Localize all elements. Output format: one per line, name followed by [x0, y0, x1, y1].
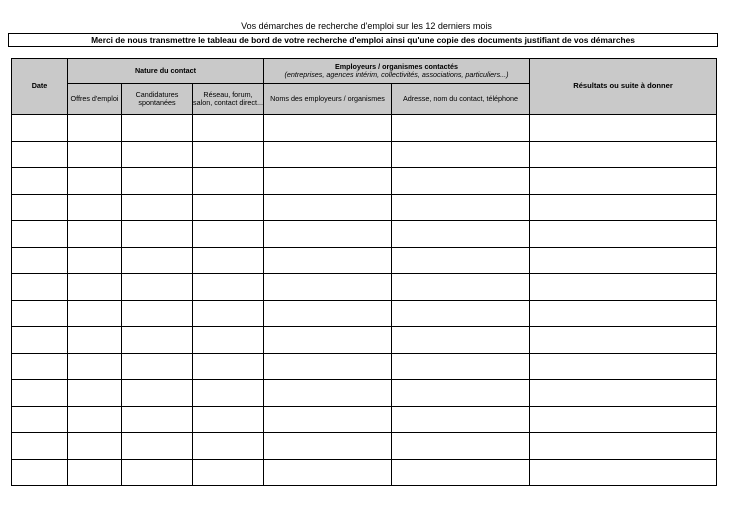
cell-date[interactable] [12, 459, 68, 486]
cell-noms[interactable] [264, 221, 392, 248]
cell-adresse[interactable] [392, 221, 530, 248]
table-row [12, 380, 717, 407]
cell-reseau[interactable] [193, 327, 264, 354]
cell-candidatures[interactable] [122, 459, 193, 486]
cell-reseau[interactable] [193, 141, 264, 168]
table-row [12, 168, 717, 195]
subheader-adresse-contact: Adresse, nom du contact, téléphone [392, 84, 530, 115]
cell-offres[interactable] [68, 300, 122, 327]
subheader-reseau-forum: Réseau, forum, salon, contact direct... [193, 84, 264, 115]
cell-reseau[interactable] [193, 459, 264, 486]
cell-adresse[interactable] [392, 247, 530, 274]
instruction-banner: Merci de nous transmettre le tableau de bord de votre recherche d'emploi ainsi qu'une copie des documents justifiant de vos démarches [8, 33, 718, 47]
subheader-candidatures-spontanees: Candidatures spontanées [122, 84, 193, 115]
cell-date[interactable] [12, 327, 68, 354]
cell-offres[interactable] [68, 459, 122, 486]
cell-reseau[interactable] [193, 274, 264, 301]
table-row [12, 300, 717, 327]
cell-date[interactable] [12, 406, 68, 433]
cell-offres[interactable] [68, 406, 122, 433]
cell-resultats[interactable] [530, 141, 717, 168]
cell-candidatures[interactable] [122, 380, 193, 407]
cell-resultats[interactable] [530, 168, 717, 195]
header-employeurs-title: Employeurs / organismes contactés [334, 61, 459, 71]
table-row [12, 327, 717, 354]
cell-adresse[interactable] [392, 406, 530, 433]
table-row [12, 221, 717, 248]
cell-reseau[interactable] [193, 168, 264, 195]
cell-resultats[interactable] [530, 300, 717, 327]
header-employeurs-contactes [264, 59, 530, 84]
cell-noms[interactable] [264, 300, 392, 327]
cell-noms[interactable] [264, 459, 392, 486]
page-title: Vos démarches de recherche d'emploi sur les 12 derniers mois [241, 21, 492, 31]
cell-adresse[interactable] [392, 433, 530, 460]
cell-date[interactable] [12, 115, 68, 142]
cell-offres[interactable] [68, 141, 122, 168]
cell-offres[interactable] [68, 380, 122, 407]
cell-noms[interactable] [264, 380, 392, 407]
cell-reseau[interactable] [193, 300, 264, 327]
table-row [12, 459, 717, 486]
cell-reseau[interactable] [193, 380, 264, 407]
cell-resultats[interactable] [530, 380, 717, 407]
cell-offres[interactable] [68, 168, 122, 195]
cell-candidatures[interactable] [122, 221, 193, 248]
cell-offres[interactable] [68, 433, 122, 460]
subheader-offres-emploi: Offres d'emploi [68, 84, 122, 115]
header-date: Date [12, 59, 68, 115]
cell-adresse[interactable] [392, 327, 530, 354]
cell-offres[interactable] [68, 274, 122, 301]
cell-reseau[interactable] [193, 247, 264, 274]
cell-resultats[interactable] [530, 433, 717, 460]
table-row [12, 141, 717, 168]
cell-offres[interactable] [68, 115, 122, 142]
cell-noms[interactable] [264, 141, 392, 168]
cell-resultats[interactable] [530, 221, 717, 248]
table-row [12, 115, 717, 142]
table-body [12, 115, 717, 486]
cell-noms[interactable] [264, 327, 392, 354]
cell-candidatures[interactable] [122, 115, 193, 142]
cell-adresse[interactable] [392, 353, 530, 380]
cell-date[interactable] [12, 300, 68, 327]
cell-resultats[interactable] [530, 247, 717, 274]
cell-reseau[interactable] [193, 353, 264, 380]
cell-reseau[interactable] [193, 433, 264, 460]
cell-adresse[interactable] [392, 459, 530, 486]
cell-noms[interactable] [264, 168, 392, 195]
cell-adresse[interactable] [392, 115, 530, 142]
cell-offres[interactable] [68, 247, 122, 274]
cell-date[interactable] [12, 194, 68, 221]
cell-candidatures[interactable] [122, 274, 193, 301]
cell-noms[interactable] [264, 353, 392, 380]
cell-noms[interactable] [264, 433, 392, 460]
cell-date[interactable] [12, 221, 68, 248]
cell-date[interactable] [12, 247, 68, 274]
cell-date[interactable] [12, 380, 68, 407]
cell-adresse[interactable] [392, 274, 530, 301]
table-row [12, 274, 717, 301]
cell-resultats[interactable] [530, 194, 717, 221]
cell-offres[interactable] [68, 221, 122, 248]
cell-reseau[interactable] [193, 115, 264, 142]
cell-noms[interactable] [264, 406, 392, 433]
cell-resultats[interactable] [530, 353, 717, 380]
cell-adresse[interactable] [392, 194, 530, 221]
cell-adresse[interactable] [392, 300, 530, 327]
cell-candidatures[interactable] [122, 168, 193, 195]
header-employeurs-subtitle: (entreprises, agences intérim, collectivités, associations, particuliers...) [284, 70, 509, 79]
cell-date[interactable] [12, 433, 68, 460]
cell-candidatures[interactable] [122, 141, 193, 168]
cell-offres[interactable] [68, 327, 122, 354]
cell-adresse[interactable] [392, 168, 530, 195]
cell-noms[interactable] [264, 247, 392, 274]
table-row [12, 194, 717, 221]
cell-offres[interactable] [68, 194, 122, 221]
cell-candidatures[interactable] [122, 194, 193, 221]
table-row [12, 247, 717, 274]
cell-resultats[interactable] [530, 274, 717, 301]
table-row [12, 433, 717, 460]
subheader-noms-employeurs: Noms des employeurs / organismes [264, 84, 392, 115]
cell-candidatures[interactable] [122, 247, 193, 274]
table-row [12, 353, 717, 380]
table-row [12, 406, 717, 433]
cell-resultats[interactable] [530, 327, 717, 354]
cell-date[interactable] [12, 274, 68, 301]
cell-reseau[interactable] [193, 406, 264, 433]
cell-date[interactable] [12, 168, 68, 195]
cell-resultats[interactable] [530, 406, 717, 433]
cell-offres[interactable] [68, 353, 122, 380]
cell-reseau[interactable] [193, 194, 264, 221]
cell-candidatures[interactable] [122, 327, 193, 354]
cell-reseau[interactable] [193, 221, 264, 248]
cell-candidatures[interactable] [122, 353, 193, 380]
cell-noms[interactable] [264, 194, 392, 221]
cell-resultats[interactable] [530, 115, 717, 142]
cell-candidatures[interactable] [122, 300, 193, 327]
cell-resultats[interactable] [530, 459, 717, 486]
header-resultats: Résultats ou suite à donner [530, 59, 717, 115]
cell-candidatures[interactable] [122, 406, 193, 433]
cell-adresse[interactable] [392, 380, 530, 407]
cell-noms[interactable] [264, 274, 392, 301]
cell-candidatures[interactable] [122, 433, 193, 460]
header-nature-du-contact: Nature du contact [68, 59, 264, 84]
cell-noms[interactable] [264, 115, 392, 142]
job-search-table [11, 58, 717, 486]
cell-date[interactable] [12, 353, 68, 380]
cell-adresse[interactable] [392, 141, 530, 168]
cell-date[interactable] [12, 141, 68, 168]
